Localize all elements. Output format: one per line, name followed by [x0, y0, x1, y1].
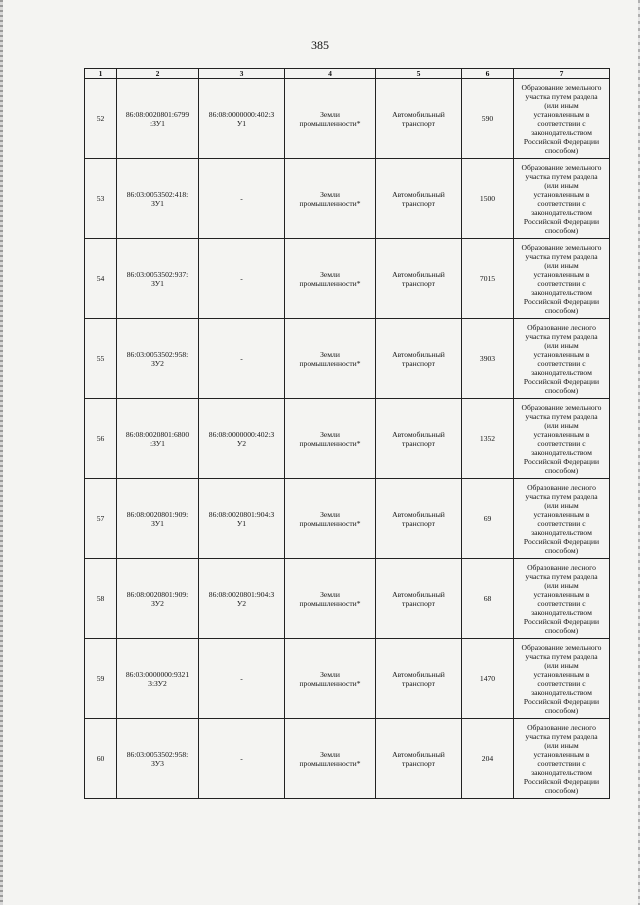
land-category-cell: Земли промышленности*	[285, 319, 376, 399]
permitted-use-cell: Автомобильный транспорт	[376, 639, 462, 719]
cadastral-number-cell: 86:08:0020801:6800 :ЗУ1	[117, 399, 199, 479]
row-number-cell: 53	[85, 159, 117, 239]
row-number-cell: 52	[85, 79, 117, 159]
land-category-cell: Земли промышленности*	[285, 159, 376, 239]
formation-method-cell: Образование земельного участка путем раздела (или иным установленным в соответствии с законодательством Российской Федерации способом)	[514, 79, 610, 159]
cadastral-number-cell: 86:08:0020801:909: ЗУ2	[117, 559, 199, 639]
permitted-use-cell: Автомобильный транспорт	[376, 399, 462, 479]
formation-method-cell: Образование лесного участка путем раздела (или иным установленным в соответствии с законодательством Российской Федерации способом)	[514, 719, 610, 799]
formation-method-cell: Образование земельного участка путем раздела (или иным установленным в соответствии с законодательством Российской Федерации способом)	[514, 239, 610, 319]
land-category-cell: Земли промышленности*	[285, 79, 376, 159]
column-header: 3	[199, 69, 285, 79]
cadastral-number-cell: 86:08:0020801:6799 :ЗУ1	[117, 79, 199, 159]
land-category-cell: Земли промышленности*	[285, 719, 376, 799]
permitted-use-cell: Автомобильный транспорт	[376, 479, 462, 559]
source-plot-number-cell: 86:08:0000000:402:З У2	[199, 399, 285, 479]
land-category-cell: Земли промышленности*	[285, 639, 376, 719]
land-category-cell: Земли промышленности*	[285, 399, 376, 479]
formation-method-cell: Образование земельного участка путем раздела (или иным установленным в соответствии с законодательством Российской Федерации способом)	[514, 399, 610, 479]
row-number-cell: 60	[85, 719, 117, 799]
area-cell: 590	[462, 79, 514, 159]
scan-edge-left	[0, 0, 3, 905]
source-plot-number-cell: -	[199, 319, 285, 399]
table-row	[85, 719, 610, 799]
area-cell: 69	[462, 479, 514, 559]
permitted-use-cell: Автомобильный транспорт	[376, 559, 462, 639]
land-plot-table	[84, 68, 610, 799]
row-number-cell: 57	[85, 479, 117, 559]
table-row	[85, 479, 610, 559]
page-number: 385	[311, 38, 329, 52]
column-header: 2	[117, 69, 199, 79]
area-cell: 1500	[462, 159, 514, 239]
source-plot-number-cell: 86:08:0000000:402:З У1	[199, 79, 285, 159]
formation-method-cell: Образование лесного участка путем раздела (или иным установленным в соответствии с законодательством Российской Федерации способом)	[514, 319, 610, 399]
land-category-cell: Земли промышленности*	[285, 479, 376, 559]
land-category-cell: Земли промышленности*	[285, 559, 376, 639]
permitted-use-cell: Автомобильный транспорт	[376, 239, 462, 319]
formation-method-cell: Образование лесного участка путем раздела (или иным установленным в соответствии с законодательством Российской Федерации способом)	[514, 479, 610, 559]
table-row	[85, 239, 610, 319]
area-cell: 1352	[462, 399, 514, 479]
cadastral-number-cell: 86:03:0000000:9321 3:ЗУ2	[117, 639, 199, 719]
cadastral-number-cell: 86:03:0053502:958: ЗУ3	[117, 719, 199, 799]
permitted-use-cell: Автомобильный транспорт	[376, 159, 462, 239]
row-number-cell: 55	[85, 319, 117, 399]
column-header: 5	[376, 69, 462, 79]
area-cell: 204	[462, 719, 514, 799]
cadastral-number-cell: 86:03:0053502:937: ЗУ1	[117, 239, 199, 319]
source-plot-number-cell: 86:08:0020801:904:З У2	[199, 559, 285, 639]
column-header: 7	[514, 69, 610, 79]
table-row	[85, 639, 610, 719]
row-number-cell: 58	[85, 559, 117, 639]
column-number-row	[85, 69, 610, 79]
column-header: 6	[462, 69, 514, 79]
table-row	[85, 399, 610, 479]
source-plot-number-cell: -	[199, 719, 285, 799]
source-plot-number-cell: -	[199, 159, 285, 239]
table-row	[85, 79, 610, 159]
area-cell: 7015	[462, 239, 514, 319]
permitted-use-cell: Автомобильный транспорт	[376, 719, 462, 799]
land-category-cell: Земли промышленности*	[285, 239, 376, 319]
formation-method-cell: Образование лесного участка путем раздела (или иным установленным в соответствии с законодательством Российской Федерации способом)	[514, 559, 610, 639]
row-number-cell: 59	[85, 639, 117, 719]
area-cell: 3903	[462, 319, 514, 399]
formation-method-cell: Образование земельного участка путем раздела (или иным установленным в соответствии с законодательством Российской Федерации способом)	[514, 159, 610, 239]
area-cell: 68	[462, 559, 514, 639]
cadastral-number-cell: 86:08:0020801:909: ЗУ1	[117, 479, 199, 559]
column-header: 1	[85, 69, 117, 79]
permitted-use-cell: Автомобильный транспорт	[376, 319, 462, 399]
permitted-use-cell: Автомобильный транспорт	[376, 79, 462, 159]
cadastral-number-cell: 86:03:0053502:418: ЗУ1	[117, 159, 199, 239]
area-cell: 1470	[462, 639, 514, 719]
table-row	[85, 559, 610, 639]
row-number-cell: 56	[85, 399, 117, 479]
source-plot-number-cell: -	[199, 239, 285, 319]
row-number-cell: 54	[85, 239, 117, 319]
column-header: 4	[285, 69, 376, 79]
cadastral-number-cell: 86:03:0053502:958: ЗУ2	[117, 319, 199, 399]
table-row	[85, 159, 610, 239]
formation-method-cell: Образование земельного участка путем раздела (или иным установленным в соответствии с законодательством Российской Федерации способом)	[514, 639, 610, 719]
source-plot-number-cell: 86:08:0020801:904:З У1	[199, 479, 285, 559]
table-row	[85, 319, 610, 399]
source-plot-number-cell: -	[199, 639, 285, 719]
